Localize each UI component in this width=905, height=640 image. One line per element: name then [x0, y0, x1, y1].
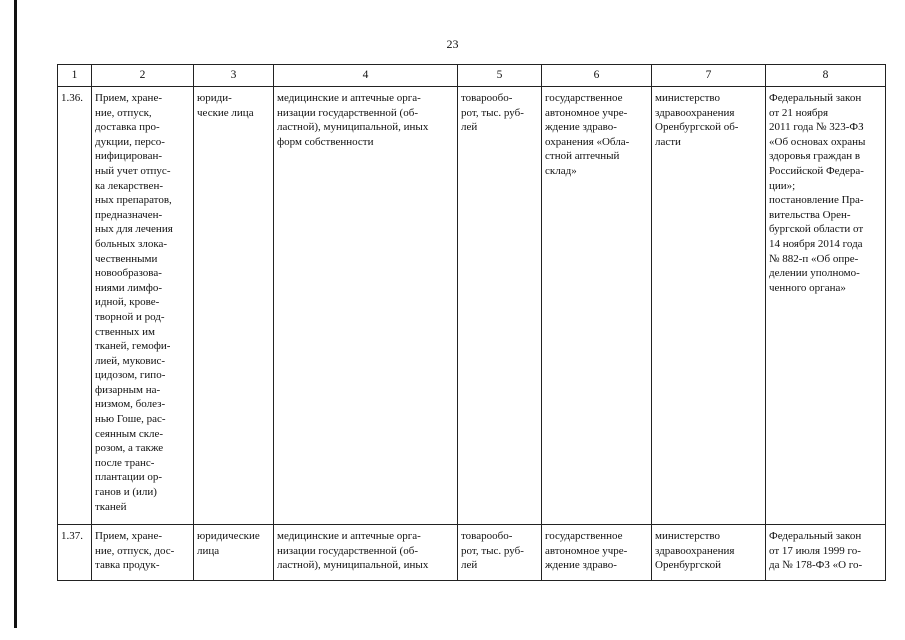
activity-cell: Прием, хране- ние, отпуск, дос- тавка продук- [92, 525, 194, 581]
organizations-cell: медицинские и аптечные орга- низации государственной (об- ластной), муниципальной, иных [274, 525, 458, 581]
subject-cell: юриди- ческие лица [194, 87, 274, 525]
header-col-7: 7 [652, 65, 766, 87]
header-col-3: 3 [194, 65, 274, 87]
left-margin-bar [14, 0, 17, 628]
legal-basis-cell: Федеральный закон от 21 ноября 2011 года № 323-ФЗ «Об основах охраны здоровья граждан в Российской Федера- ции»; постановление Пра- вительства Орен- бургской области от 14 ноября 2014 года № 882-п «Об опре- делении уполномо- ченного органа» [766, 87, 886, 525]
table-header-row [58, 65, 886, 87]
subject-cell: юридические лица [194, 525, 274, 581]
institution-cell: государственное автономное учре- ждение здраво- [542, 525, 652, 581]
table-row [58, 525, 886, 581]
header-col-8: 8 [766, 65, 886, 87]
activity-cell: Прием, хране- ние, отпуск, доставка про- дукции, персо- нифицирован- ный учет отпус- ка лекарствен- ных препаратов, предназначен- ных для лечения больных злока- чественными новообразова- ниями лимфо- идной, крове- творной и род- ственных им тканей, гемофи- лией, муковис- цидозом, гипо- физарным на- низмом, болез- нью Гоше, рас- сеянным скле- розом, а также после транс- плантации ор- ганов и (или) тканей [92, 87, 194, 525]
indicator-cell: товарообо- рот, тыс. руб- лей [458, 87, 542, 525]
legal-basis-cell: Федеральный закон от 17 июля 1999 го- да № 178-ФЗ «О го- [766, 525, 886, 581]
organizations-cell: медицинские и аптечные орга- низации государственной (об- ластной), муниципальной, иных форм собственности [274, 87, 458, 525]
row-number: 1.37. [58, 525, 92, 581]
row-number: 1.36. [58, 87, 92, 525]
header-col-4: 4 [274, 65, 458, 87]
header-col-1: 1 [58, 65, 92, 87]
header-col-5: 5 [458, 65, 542, 87]
page-number: 23 [446, 37, 459, 51]
registry-table [57, 64, 886, 581]
institution-cell: государственное автономное учре- ждение здраво- охранения «Обла- стной аптечный склад» [542, 87, 652, 525]
authority-cell: министерство здравоохранения Оренбургской [652, 525, 766, 581]
indicator-cell: товарообо- рот, тыс. руб- лей [458, 525, 542, 581]
table-row [58, 87, 886, 525]
header-col-6: 6 [542, 65, 652, 87]
header-col-2: 2 [92, 65, 194, 87]
authority-cell: министерство здравоохранения Оренбургской об- ласти [652, 87, 766, 525]
